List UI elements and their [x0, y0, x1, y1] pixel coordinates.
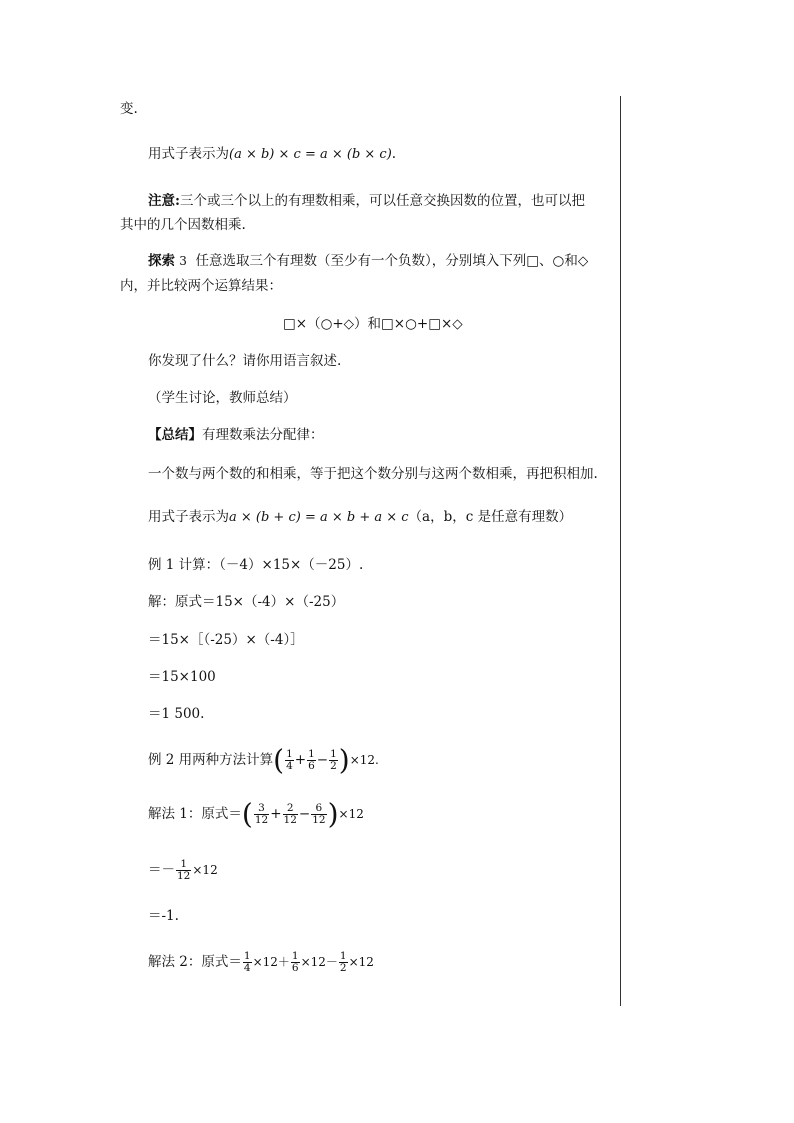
note-line	[148, 192, 585, 210]
formula-prefix: 用式子表示为	[148, 146, 229, 162]
example-2-prefix: 例 2 用两种方法计算	[148, 752, 274, 768]
numerator: 1	[243, 950, 251, 962]
numerator: 1	[308, 748, 315, 760]
numerator: 1	[330, 748, 337, 760]
fraction	[307, 749, 316, 772]
explore-text: 任意选取三个有理数（至少有一个负数），分别填入下列□、○和◇	[195, 253, 589, 269]
solution-step-2: ＝15×100	[148, 669, 216, 685]
method-1-prefix: 解法 1：原式＝	[148, 806, 242, 822]
explore-number: 3	[179, 254, 187, 268]
times-twelve: ×12.	[349, 753, 379, 767]
numerator: 1	[286, 748, 293, 760]
denominator: 12	[254, 814, 269, 826]
margin-rule	[620, 96, 621, 1006]
method-2-prefix: 解法 2：原式＝	[148, 954, 242, 970]
denominator: 12	[283, 814, 297, 826]
minus-sign: −	[316, 752, 329, 768]
denominator: 4	[286, 760, 293, 772]
right-paren: )	[327, 797, 339, 831]
denominator: 6	[308, 760, 315, 772]
discussion-line: （学生讨论，教师总结）	[148, 390, 297, 406]
term-1: ×12＋	[252, 955, 290, 969]
method-2	[148, 950, 374, 974]
example-1: 例 1 计算：（－4）×15×（－25）.	[148, 557, 364, 573]
distributive-rule: 一个数与两个数的和相乘，等于把这个数分别与这两个数相乘，再把积相加.	[148, 466, 598, 482]
method-1	[148, 797, 364, 831]
method-1-result: ＝-1.	[148, 908, 179, 924]
summary-line	[148, 426, 324, 444]
fraction	[311, 803, 326, 826]
explore-expression: □×（○+◇）和□×○+□×◇	[283, 316, 463, 332]
minus-sign: −	[298, 806, 311, 822]
right-paren: )	[338, 743, 350, 777]
fraction	[291, 951, 300, 974]
summary-label: 【总结】	[148, 427, 202, 443]
denominator: 4	[243, 962, 251, 974]
associative-formula: (a × b) × c = a × (b × c)	[229, 147, 392, 162]
numerator: 1	[291, 950, 299, 962]
numerator: 1	[176, 859, 191, 871]
times-twelve: ×12	[338, 807, 364, 821]
numerator: 6	[311, 803, 326, 815]
times-twelve: ×12	[192, 863, 218, 877]
plus-sign: +	[270, 806, 282, 822]
equals-minus: ＝－	[148, 862, 175, 878]
question-line: 你发现了什么？请你用语言叙述.	[148, 353, 342, 369]
explore-continuation: 内，并比较两个运算结果：	[120, 278, 282, 294]
fraction	[339, 951, 348, 974]
denominator: 12	[312, 814, 326, 826]
note-text: 三个或三个以上的有理数相乘，可以任意交换因数的位置，也可以把	[179, 193, 585, 209]
line-continuation: 变.	[120, 101, 138, 117]
fraction	[329, 749, 338, 772]
denominator: 12	[177, 870, 191, 882]
fraction	[285, 749, 294, 772]
explore-label: 探索	[148, 253, 175, 269]
formula-end: .	[391, 146, 397, 162]
numerator: 3	[254, 803, 269, 815]
fraction	[243, 951, 252, 974]
term-3: ×12	[348, 955, 374, 969]
method-1-step	[148, 858, 218, 882]
denominator: 2	[330, 760, 337, 772]
associative-formula-line	[148, 145, 396, 164]
distributive-formula-line	[148, 508, 572, 527]
distributive-formula: a × (b + c) = a × b + a × c	[229, 510, 409, 525]
summary-text: 有理数乘法分配律：	[202, 427, 324, 443]
left-paren: (	[241, 797, 253, 831]
numerator: 2	[283, 803, 298, 815]
formula-prefix: 用式子表示为	[148, 509, 229, 525]
formula-note: （a，b，c 是任意有理数）	[408, 509, 573, 525]
denominator: 6	[291, 962, 299, 974]
note-continuation: 其中的几个因数相乘.	[120, 217, 246, 233]
fraction	[254, 803, 269, 826]
fraction	[176, 859, 191, 882]
explore-line	[148, 252, 588, 270]
left-paren: (	[273, 743, 285, 777]
denominator: 2	[339, 962, 347, 974]
solution-step-3: ＝1 500.	[148, 706, 205, 722]
solution-1: 解：原式＝15×（-4）×（-25）	[148, 594, 345, 610]
fraction	[283, 803, 298, 826]
term-2: ×12－	[300, 955, 338, 969]
note-label: 注意:	[148, 193, 180, 209]
example-2	[148, 743, 379, 777]
numerator: 1	[339, 950, 347, 962]
plus-sign: +	[294, 752, 307, 768]
solution-step-1: ＝15×［（-25）×（-4）］	[148, 632, 304, 648]
